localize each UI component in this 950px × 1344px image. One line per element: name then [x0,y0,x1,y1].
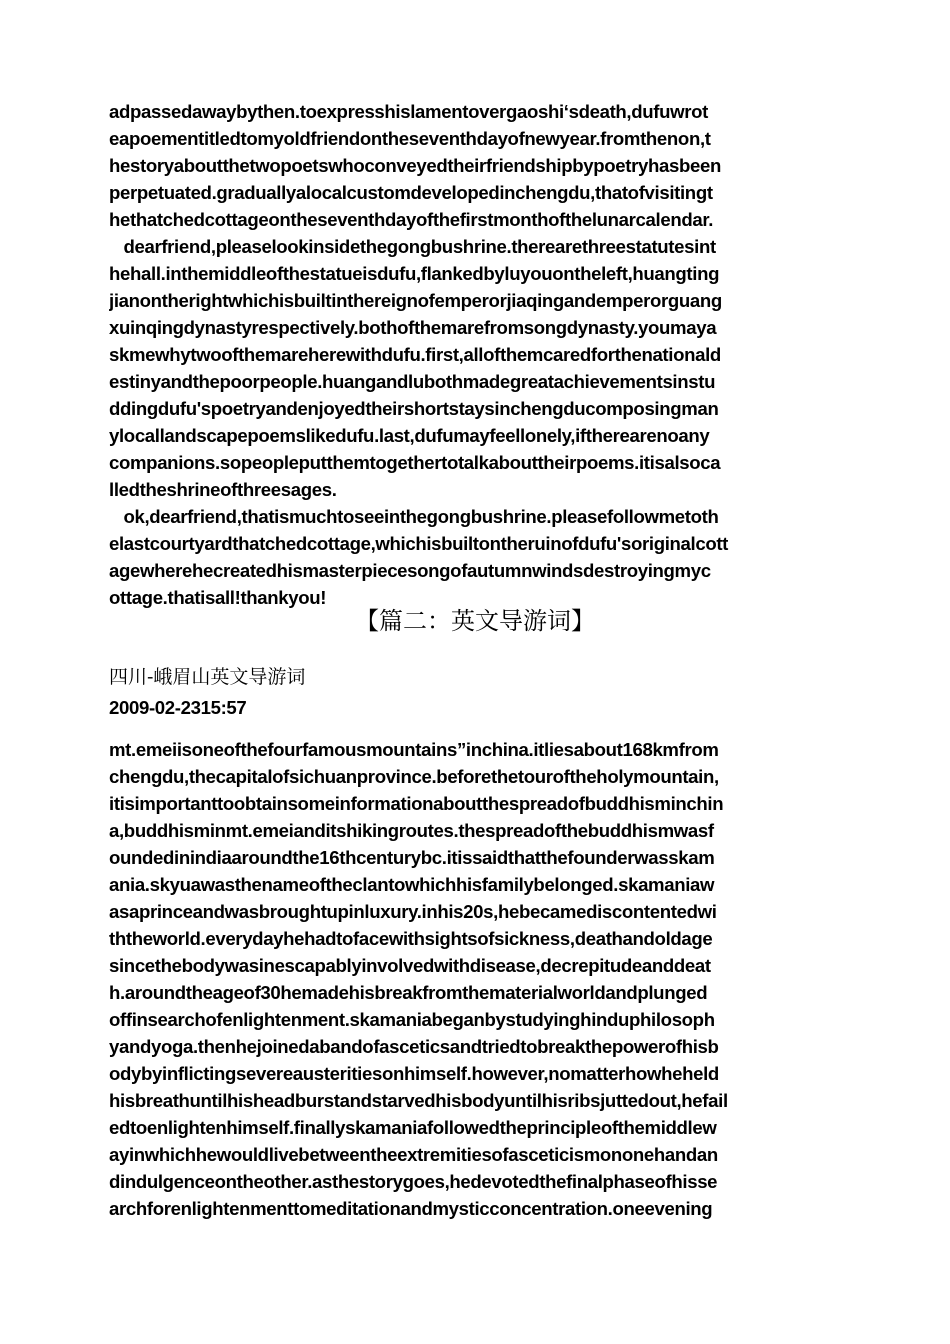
text-line: xuinqingdynastyrespectively.bothofthemarefromsongdynasty.youmaya [109,317,717,338]
text-line: a,buddhisminmt.emeianditshikingroutes.thespreadofthebuddhismwasf [109,820,714,841]
text-block-top [109,98,845,611]
text-line: odybyinflictingsevereausteritiesonhimself.however,nomatterhowheheld [109,1063,719,1084]
text-line: jianontherightwhichisbuiltinthereignofemperorjiaqingandemperorguang [109,290,722,311]
text-line: mt.emeiisoneofthefourfamousmountains”inchina.itliesabout168kmfrom [109,739,719,760]
text-line: offinsearchofenlightenment.skamaniabeganbystudyinghinduphilosoph [109,1009,715,1030]
text-line: ok,dearfriend,thatismuchtoseeinthegongbushrine.pleasefollowmetoth [109,506,719,527]
text-line: hethatchedcottageontheseventhdayofthefirstmonthofthelunarcalendar. [109,209,714,230]
text-block-bottom [109,736,845,1222]
article-title: 四川-峨眉山英文导游词 [109,666,306,688]
text-line: adpassedawaybythen.toexpresshislamentovergaoshi‘sdeath,dufuwrot [109,101,708,122]
text-line: estinyandthepoorpeople.huangandlubothmadegreatachievementsinstu [109,371,716,392]
text-line: ayinwhichhewouldlivebetweentheextremitiesofasceticismononehandan [109,1144,718,1165]
text-line: eapoementitledtomyoldfriendontheseventhdayofnewyear.fromthenon,t [109,128,711,149]
text-line: hehall.inthemiddleofthestatueisdufu,flankedbyluyouontheleft,huangting [109,263,720,284]
text-line: ththeworld.everydayhehadtofacewithsightsofsickness,deathandoldage [109,928,713,949]
section-heading: 【篇二：英文导游词】 [355,607,595,635]
article-date: 2009-02-2315:57 [109,697,247,718]
text-line: ania.skyuawasthenameoftheclantowhichhisfamilybelonged.skamaniaw [109,874,715,895]
text-line: dindulgenceontheother.asthestorygoes,hedevotedthefinalphaseofhisse [109,1171,718,1192]
text-line: yandyoga.thenhejoinedabandofasceticsandtriedtobreakthepowerofhisb [109,1036,719,1057]
text-line: ottage.thatisall!thankyou! [109,587,327,608]
text-line: ddingdufu'spoetryandenjoyedtheirshortstaysinchengducomposingman [109,398,719,419]
text-line: skmewhytwoofthemareherewithdufu.first,allofthemcaredforthenationald [109,344,721,365]
text-line: companions.sopeopleputthemtogethertotalkabouttheirpoems.itisalsoca [109,452,721,473]
text-line: itisimportanttoobtainsomeinformationaboutthespreadofbuddhisminchin [109,793,724,814]
text-line: oundedinindiaaroundthe16thcenturybc.itissaidthatthefounderwasskam [109,847,715,868]
text-line: perpetuated.graduallyalocalcustomdevelopedinchengdu,thatofvisitingt [109,182,713,203]
text-line: edtoenlightenhimself.finallyskamaniafollowedtheprincipleofthemiddlew [109,1117,717,1138]
text-line: agewherehecreatedhismasterpiecesongofautumnwindsdestroyingmyc [109,560,711,581]
text-line: lledtheshrineofthreesages. [109,479,337,500]
text-line: hisbreathuntilhisheadburstandstarvedhisbodyuntilhisribsjuttedout,hefail [109,1090,728,1111]
text-line: dearfriend,pleaselookinsidethegongbushrine.therearethreestatutesint [109,236,716,257]
text-line: asaprinceandwasbroughtupinluxury.inhis20s,hebecamediscontentedwi [109,901,717,922]
text-line: elastcourtyardthatchedcottage,whichisbuiltontheruinofdufu'soriginalcott [109,533,729,554]
text-line: archforenlightenmenttomeditationandmysticconcentration.oneevening [109,1198,713,1219]
text-line: sincethebodywasinescapablyinvolvedwithdisease,decrepitudeanddeat [109,955,711,976]
text-line: chengdu,thecapitalofsichuanprovince.beforethetouroftheholymountain, [109,766,719,787]
text-line: hestoryaboutthetwopoetswhoconveyedtheirfriendshipbypoetryhasbeen [109,155,721,176]
text-line: h.aroundtheageof30hemadehisbreakfromthematerialworldandplunged [109,982,708,1003]
text-line: ylocallandscapepoemslikedufu.last,dufumayfeellonely,iftherearenoany [109,425,710,446]
